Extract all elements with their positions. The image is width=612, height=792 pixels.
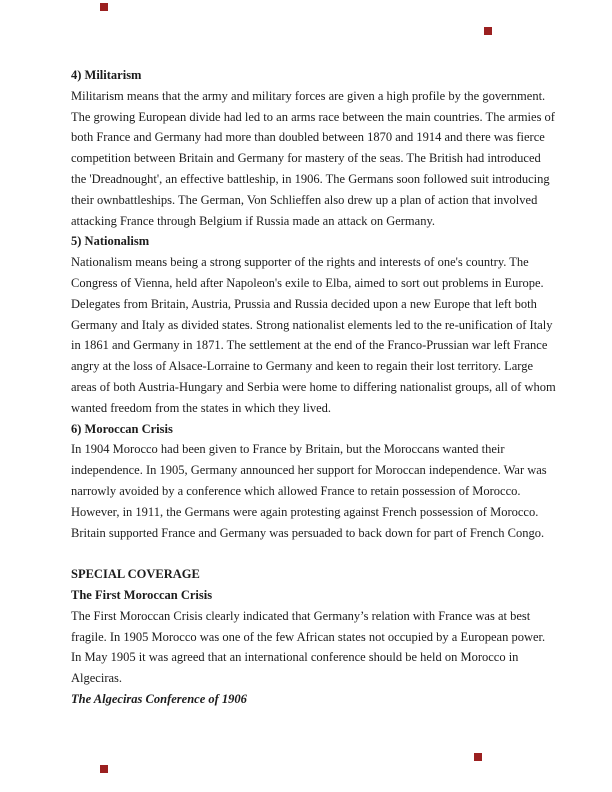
heading-line: 5) Nationalism [71, 234, 150, 249]
red-square-marker-bottom-left [100, 765, 108, 773]
body-text-line: In May 1905 it was agreed that an international conference should be held on Morocco in [71, 650, 519, 665]
body-text-line: Germany and Italy as divided states. Strong nationalist elements led to the re-unification of Italy [71, 317, 553, 332]
heading-line: SPECIAL COVERAGE [71, 567, 200, 582]
body-text-line: fragile. In 1905 Morocco was one of the few African states not occupied by a European power. [71, 629, 546, 644]
heading-line: The First Moroccan Crisis [71, 587, 213, 602]
body-text-line: Algeciras. [71, 671, 123, 686]
red-square-marker-top-right [484, 27, 492, 35]
body-text-line: areas of both Austria-Hungary and Serbia were home to differing nationalist groups, all of whom [71, 379, 556, 394]
body-text-line: independence. In 1905, Germany announced her support for Moroccan independence. War was [71, 463, 547, 478]
heading-line: 4) Militarism [71, 68, 142, 82]
body-text-line: angry at the loss of Alsace-Lorraine to Germany and keen to regain their lost territory. Large [71, 359, 533, 374]
red-square-marker-top-left [100, 3, 108, 11]
body-text-line: competition between Britain and Germany for mastery of the seas. The British had introduced [71, 151, 541, 166]
red-square-marker-bottom-right [474, 753, 482, 761]
body-text-line: wanted freedom from the states in which they lived. [71, 400, 331, 415]
body-text-line: the 'Dreadnought', an effective battleship, in 1906. The Germans soon followed suit introducing [71, 171, 550, 186]
heading-line: The Algeciras Conference of 1906 [71, 691, 247, 706]
body-text-line: Nationalism means being a strong supporter of the rights and interests of one's country. The [71, 255, 529, 270]
heading-line: 6) Moroccan Crisis [71, 421, 173, 436]
body-text-line: Militarism means that the army and military forces are given a high profile by the government. [71, 88, 546, 103]
body-text-line: Congress of Vienna, held after Napoleon's exile to Elba, aimed to sort out problems in Europe. [71, 275, 544, 290]
body-text-line: Britain supported France and Germany was persuaded to back down for part of French Congo. [71, 525, 545, 540]
body-text-line: The First Moroccan Crisis clearly indicated that Germany’s relation with France was at best [71, 608, 531, 623]
body-text-line: attacking France through Belgium if Russia made an attack on Germany. [71, 213, 436, 228]
body-text-line: their ownbattleships. The German, Von Schlieffen also drew up a plan of action that involved [71, 192, 538, 207]
body-text-line: However, in 1911, the Germans were again protesting against French possession of Morocco. [71, 504, 539, 519]
document-text-block [71, 65, 556, 710]
blank-line [71, 543, 551, 564]
body-text-line: narrowly avoided by a conference which allowed France to retain possession of Morocco. [71, 483, 521, 498]
body-text-line: in 1861 and Germany in 1871. The settlement at the end of the Franco-Prussian war left France [71, 338, 548, 353]
body-text-line: The growing European divide had led to an arms race between the main countries. The armies of [71, 109, 555, 124]
body-text-line: Delegates from Britain, Austria, Prussia and Russia decided upon a new Europe that left both [71, 296, 537, 311]
body-text-line: In 1904 Morocco had been given to France by Britain, but the Moroccans wanted their [71, 442, 505, 457]
body-text-line: both France and Germany had more than doubled between 1870 and 1914 and there was fierce [71, 130, 545, 145]
